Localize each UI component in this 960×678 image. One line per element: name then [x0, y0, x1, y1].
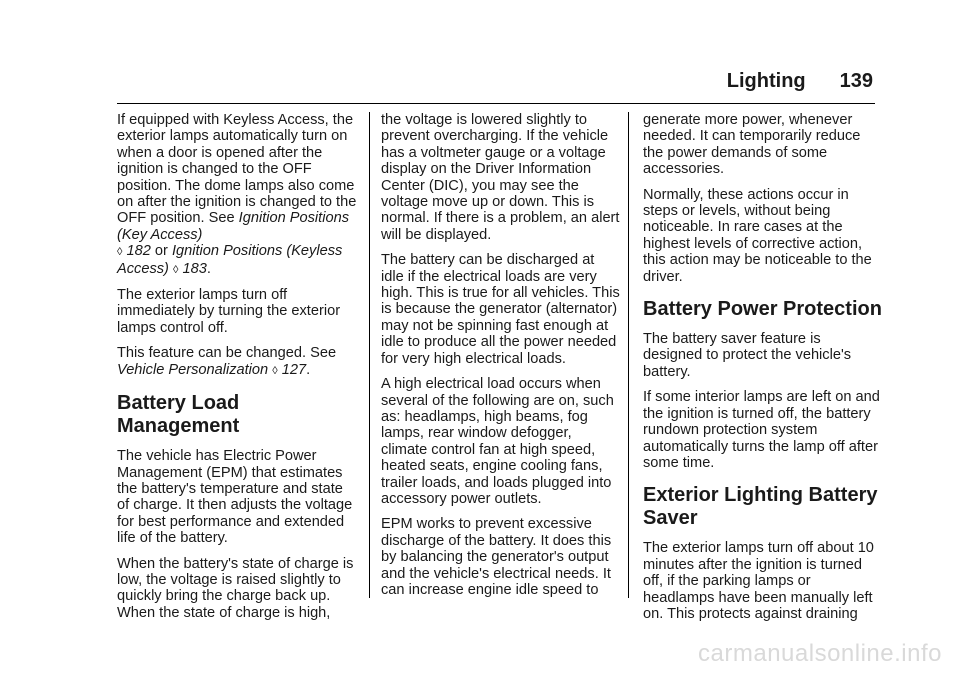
paragraph: A high electrical load occurs when several of the following are on, such as: headlamps, high beams, fog lamps, rear window defogger, climate control fan at high speed, heated seats, engine cooling fans, trailer loads, and loads plugged into accessory power outlets. — [381, 376, 614, 507]
page-ref-arrow-icon: ◊ — [172, 263, 179, 276]
paragraph: If equipped with Keyless Access, the exterior lamps automatically turn on when a door is opened after the ignition is changed to the OFF position. The dome lamps also come on after the ignition is changed to the OFF position. See Ignition Positions (Key Access) ◊ 182 or Ignition Positions (Keyless Access) ◊ 183. — [117, 112, 357, 277]
page-header — [727, 70, 873, 93]
paragraph: The battery saver feature is designed to protect the vehicle's battery. — [643, 331, 852, 380]
cross-reference-link[interactable]: Ignition Positions (Key Access) — [117, 210, 350, 243]
page-ref-arrow-icon: ◊ — [117, 246, 123, 259]
paragraph: The exterior lamps turn off immediately by turning the exterior lamps control off. — [117, 287, 341, 336]
watermark: carmanualsonline.info — [698, 640, 942, 667]
section-heading: Battery Power Protection — [643, 298, 882, 321]
column-1 — [117, 112, 357, 630]
column-divider — [369, 112, 370, 598]
page-number: 139 — [839, 70, 873, 92]
paragraph: The battery can be discharged at idle if the electrical loads are very high. This is true for all vehicles. This is because the generator (alternator) may not be spinning fast enough at idle to produce all the power needed for very high electrical loads. — [381, 252, 620, 367]
section-title: Lighting — [726, 70, 806, 92]
section-heading: Exterior Lighting Battery Saver — [643, 484, 878, 530]
paragraph: Normally, these actions occur in steps or levels, without being noticeable. In rare cases at the highest levels of corrective action, this action may be noticeable to the driver. — [643, 186, 872, 285]
paragraph: This feature can be changed. See Vehicle Personalization ◊ 127. — [117, 345, 337, 378]
paragraph: EPM works to prevent excessive discharge of the battery. It does this by balancing the generator's output and the vehicle's electrical needs. It can increase engine idle speed to — [381, 516, 612, 598]
paragraph: the voltage is lowered slightly to prevent overcharging. If the vehicle has a voltmeter gauge or a voltage display on the Driver Information Center (DIC), you may see the voltage move up or down. This is normal. If there is a problem, an alert will be displayed. — [381, 112, 620, 243]
cross-reference-link[interactable]: Vehicle Personalization — [117, 361, 269, 378]
paragraph: If some interior lamps are left on and the ignition is turned off, the battery rundown protection system automatically turns the lamp off after some time. — [643, 389, 880, 471]
page-ref[interactable]: 182 — [126, 243, 151, 260]
cross-reference-link[interactable]: Ignition Positions (Keyless Access) — [117, 243, 343, 277]
page-ref-arrow-icon: ◊ — [272, 364, 278, 377]
column-3 — [643, 112, 883, 631]
paragraph: generate more power, whenever needed. It can temporarily reduce the power demands of some accessories. — [643, 112, 861, 178]
paragraph: The exterior lamps turn off about 10 minutes after the ignition is turned off, if the parking lamps or headlamps have been manually left on. This protects against draining — [643, 540, 874, 622]
column-divider — [628, 112, 629, 598]
page-ref[interactable]: 183 — [182, 260, 207, 277]
column-2 — [381, 112, 621, 607]
header-rule — [117, 103, 875, 104]
page-ref[interactable]: 127 — [281, 361, 307, 378]
paragraph: The vehicle has Electric Power Management (EPM) that estimates the battery's temperature and state of charge. It then adjusts the voltage for best performance and extended life of the battery. — [117, 448, 353, 547]
section-heading: Battery Load Management — [117, 392, 240, 438]
paragraph: When the battery's state of charge is low, the voltage is raised slightly to quickly bring the charge back up. When the state of charge is high, — [117, 555, 354, 621]
